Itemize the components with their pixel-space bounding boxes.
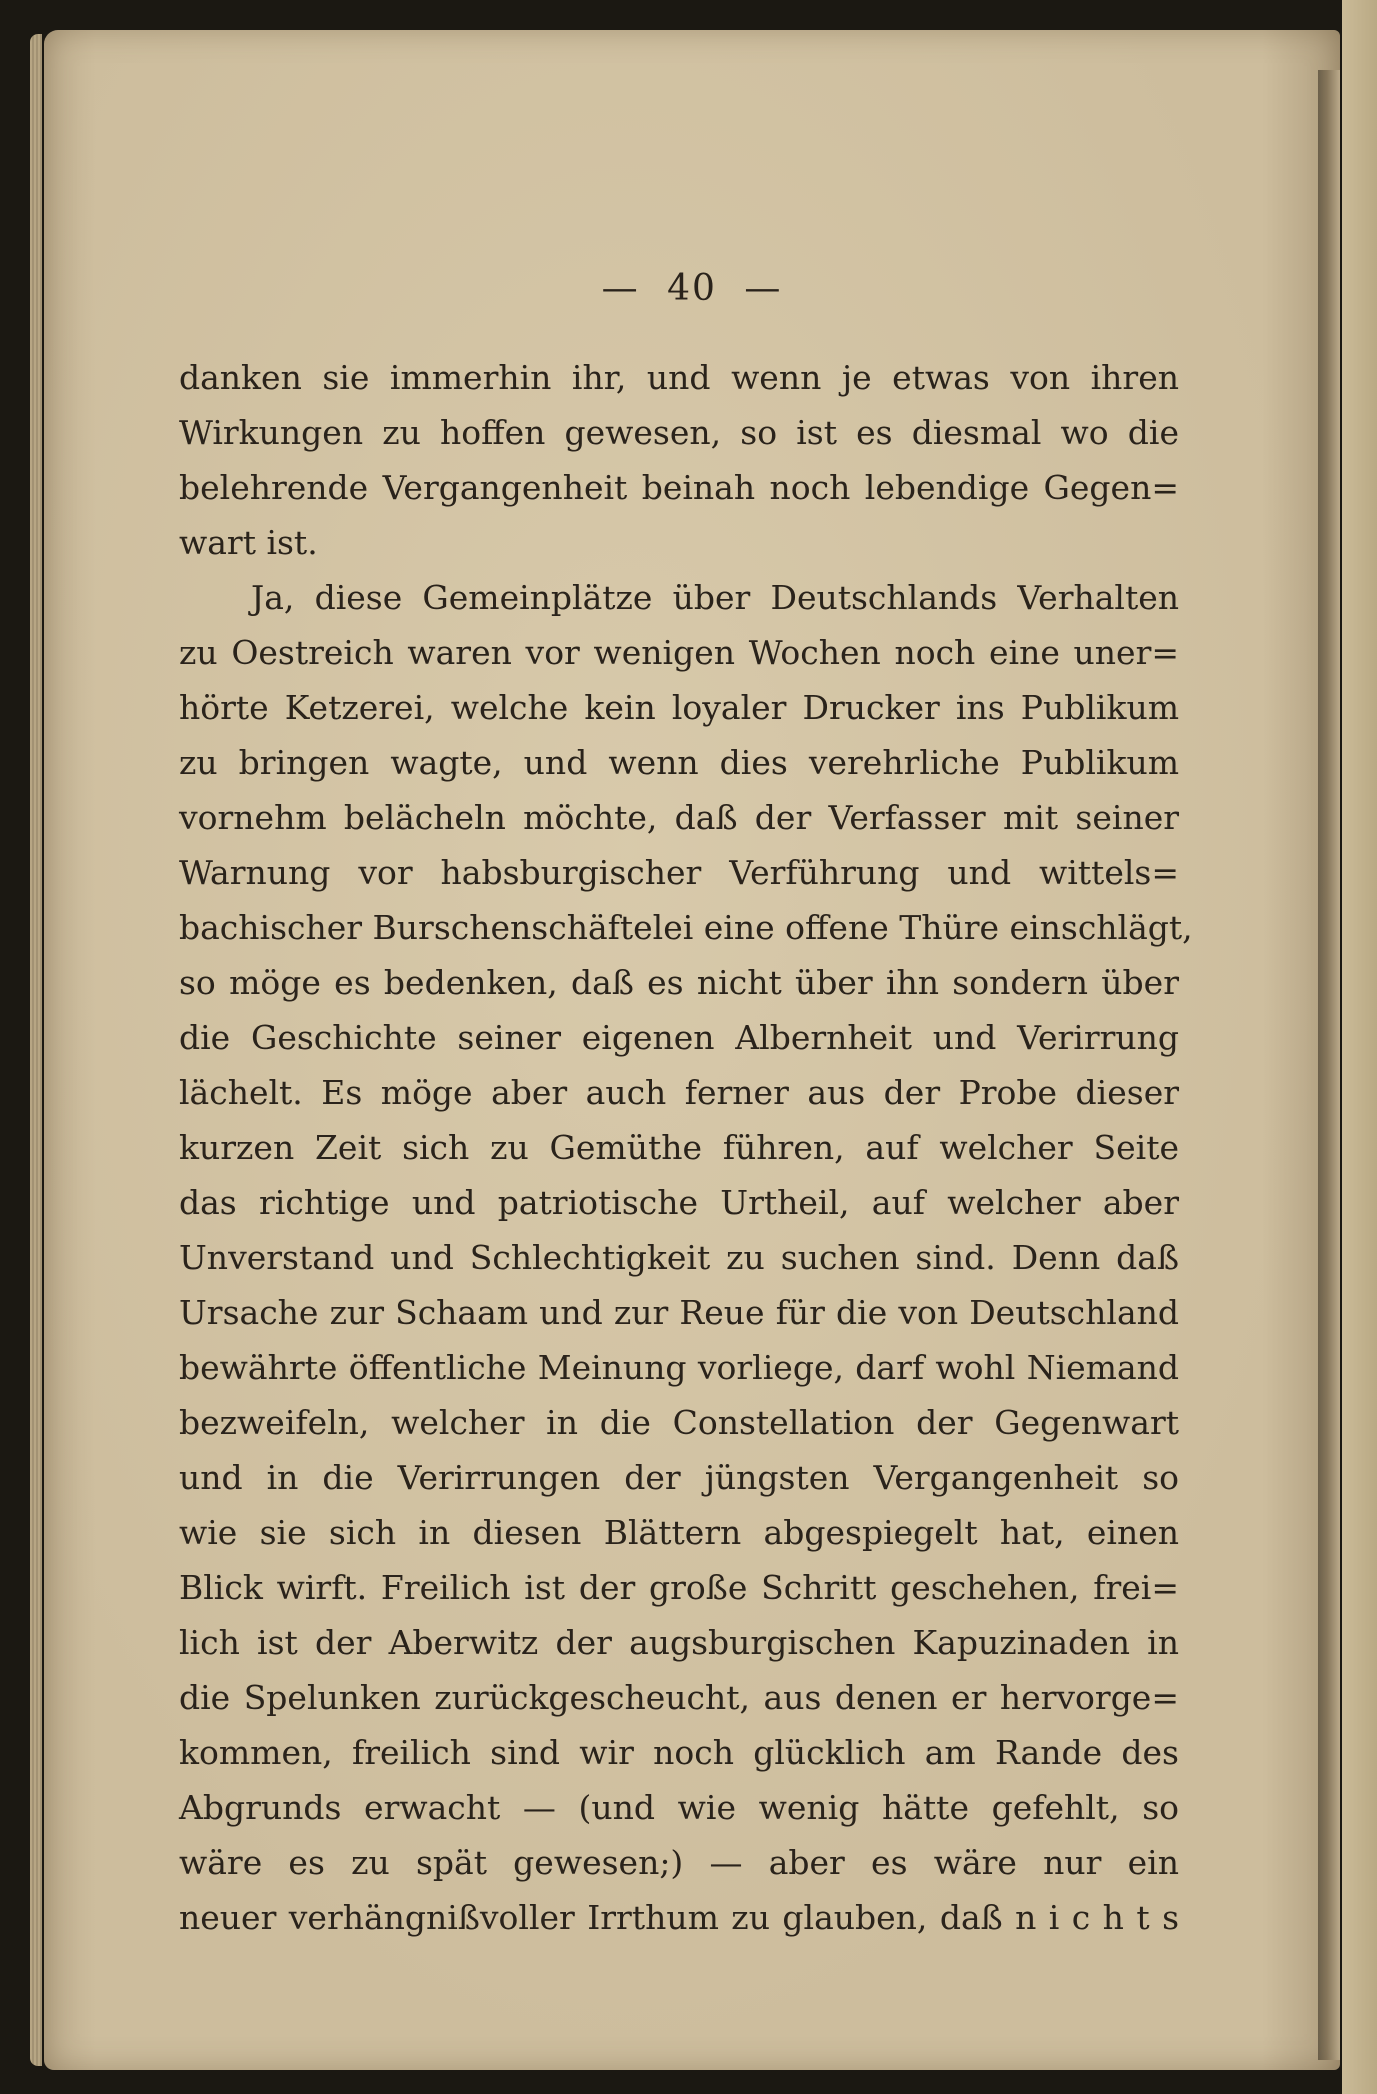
page-number: — 40 — (601, 268, 783, 309)
text-line: belehrende Vergangenheit beinah noch lebendige Gegen= (179, 468, 1179, 507)
text-line: lächelt. Es möge aber auch ferner aus der Probe dieser (179, 1073, 1179, 1112)
text-line: kommen, freilich sind wir noch glücklich am Rande des (179, 1733, 1179, 1772)
text-line: neuer verhängnißvoller Irrthum zu glauben, daß n i c h t s (179, 1898, 1179, 1937)
binding-shadow (1318, 70, 1340, 2060)
text-line: kurzen Zeit sich zu Gemüthe führen, auf welcher Seite (179, 1128, 1179, 1167)
text-line: Ja, diese Gemeinplätze über Deutschlands Verhalten (251, 578, 1179, 617)
body-text (179, 350, 1193, 1945)
text-line: Blick wirft. Freilich ist der große Schritt geschehen, frei= (179, 1568, 1179, 1607)
text-line: wart ist. (179, 523, 318, 562)
text-line: bewährte öffentliche Meinung vorliege, darf wohl Niemand (179, 1348, 1179, 1387)
text-line: die Geschichte seiner eigenen Albernheit und Verirrung (179, 1018, 1179, 1057)
text-line: Warnung vor habsburgischer Verführung und wittels= (179, 853, 1179, 892)
text-line: Abgrunds erwacht — (und wie wenig hätte gefehlt, so (179, 1788, 1179, 1827)
text-line: zu bringen wagte, und wenn dies verehrliche Publikum (179, 743, 1179, 782)
text-line: vornehm belächeln möchte, daß der Verfasser mit seiner (179, 798, 1179, 837)
text-line: wie sie sich in diesen Blättern abgespiegelt hat, einen (179, 1513, 1179, 1552)
text-line: bezweifeln, welcher in die Constellation der Gegenwart (179, 1403, 1179, 1442)
adjacent-page-strip (1342, 0, 1377, 2094)
text-line: Ursache zur Schaam und zur Reue für die von Deutschland (179, 1293, 1179, 1332)
text-line: hörte Ketzerei, welche kein loyaler Drucker ins Publikum (179, 688, 1179, 727)
text-line: die Spelunken zurückgescheucht, aus denen er hervorge= (179, 1678, 1179, 1717)
text-line: zu Oestreich waren vor wenigen Wochen noch eine uner= (179, 633, 1179, 672)
text-line: und in die Verirrungen der jüngsten Vergangenheit so (179, 1458, 1179, 1497)
text-line: bachischer Burschenschäftelei eine offene Thüre einschlägt, (179, 908, 1193, 947)
text-line: Unverstand und Schlechtigkeit zu suchen sind. Denn daß (179, 1238, 1179, 1277)
text-line: wäre es zu spät gewesen;) — aber es wäre nur ein (179, 1843, 1179, 1882)
book-page (44, 30, 1340, 2070)
text-line: das richtige und patriotische Urtheil, auf welcher aber (179, 1183, 1179, 1222)
text-line: lich ist der Aberwitz der augsburgischen Kapuzinaden in (179, 1623, 1179, 1662)
text-line: Wirkungen zu hoffen gewesen, so ist es diesmal wo die (179, 413, 1179, 452)
text-line: danken sie immerhin ihr, und wenn je etwas von ihren (179, 358, 1179, 397)
text-line: so möge es bedenken, daß es nicht über ihn sondern über (179, 963, 1179, 1002)
page-stack-edge (30, 34, 42, 2066)
